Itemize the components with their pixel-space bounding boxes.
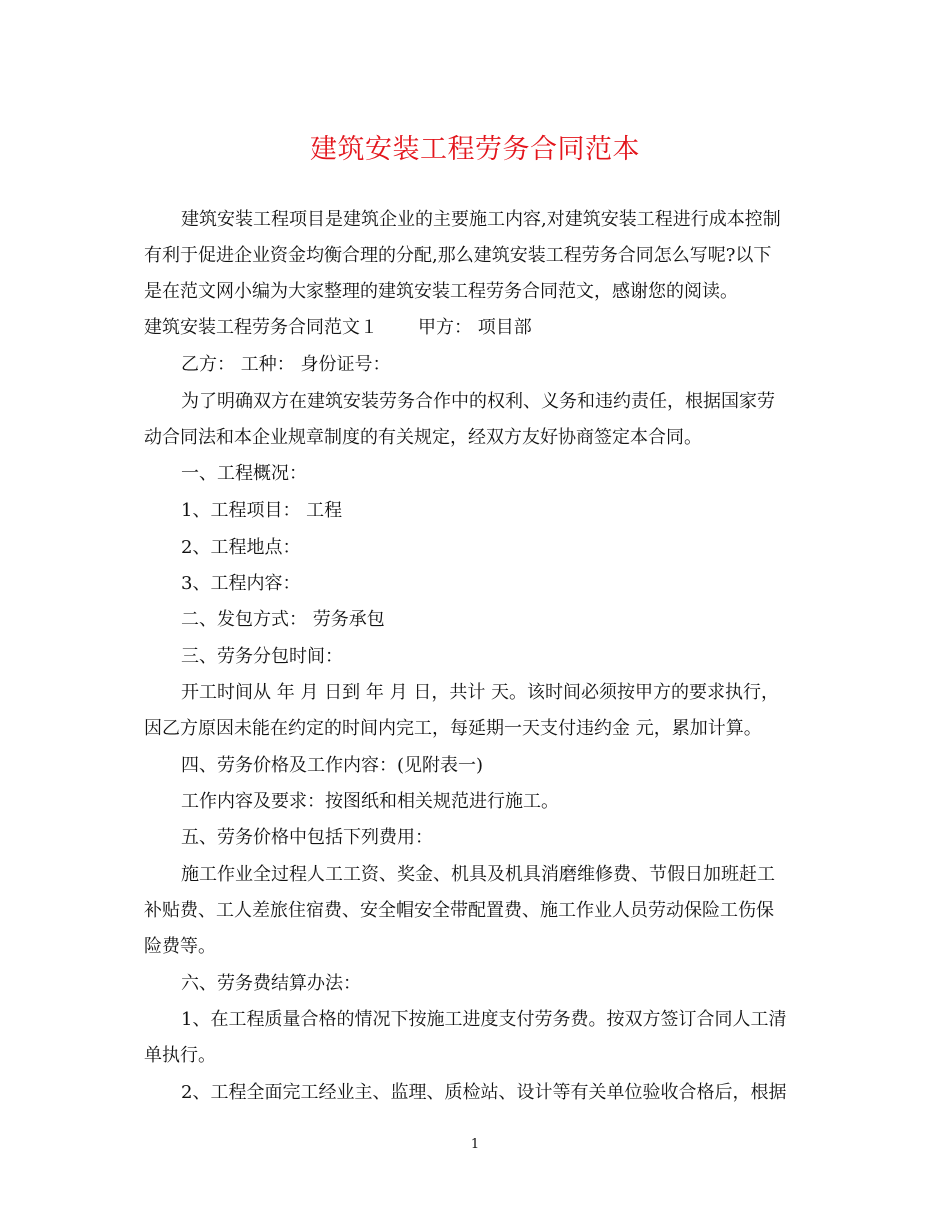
purpose-line-2: 动合同法和本企业规章制度的有关规定，经双方友好协商签定本合同。 [144,427,702,448]
intro-line-3: 是在范文网小编为大家整理的建筑安装工程劳务合同范文，感谢您的阅读。 [144,281,738,302]
time-line-2: 因乙方原因未能在约定的时间内完工，每延期一天支付违约金 元，累加计算。 [144,718,762,739]
party-b: 乙方： 工种： 身份证号： [181,354,391,375]
section-5-heading: 五、劳务价格中包括下列费用： [181,827,433,848]
document-title: 建筑安装工程劳务合同范本 [310,134,640,165]
intro-line-2: 有利于促进企业资金均衡合理的分配,那么建筑安装工程劳务合同怎么写呢?以下 [144,245,772,266]
settle-1-line-1: 1、在工程质量合格的情况下按施工进度支付劳务费。按双方签订合同人工清 [181,1009,787,1030]
intro-line-1: 建筑安装工程项目是建筑企业的主要施工内容,对建筑安装工程进行成本控制 [181,209,781,230]
purpose-line-1: 为了明确双方在建筑安装劳务合作中的权利、义务和违约责任，根据国家劳 [181,391,775,412]
party-a: 甲方： 项目部 [418,317,532,338]
sample-heading: 建筑安装工程劳务合同范文１ [144,317,378,338]
page-number: 1 [470,1137,480,1152]
sample-heading-row [144,316,532,340]
time-line-1: 开工时间从 年 月 日到 年 月 日，共计 天。该时间必须按甲方的要求执行， [181,682,780,703]
item-1-3: 3、工程内容： [181,573,301,594]
section-1-heading: 一、工程概况： [181,463,307,484]
section-2-heading: 二、发包方式： 劳务承包 [181,609,385,630]
settle-1-line-2: 单执行。 [144,1045,216,1066]
fee-line-2: 补贴费、工人差旅住宿费、安全帽安全带配置费、施工作业人员劳动保险工伤保 [144,900,774,921]
item-1-2: 2、工程地点： [181,537,301,558]
section-3-heading: 三、劳务分包时间： [181,646,343,667]
fee-line-3: 险费等。 [144,936,216,957]
section-4-heading: 四、劳务价格及工作内容：(见附表一) [181,755,484,776]
work-requirements: 工作内容及要求：按图纸和相关规范进行施工。 [181,791,559,812]
section-6-heading: 六、劳务费结算办法： [181,973,361,994]
fee-line-1: 施工作业全过程人工工资、奖金、机具及机具消磨维修费、节假日加班赶工 [181,864,775,885]
item-1-1: 1、工程项目： 工程 [181,500,343,521]
settle-2-line-1: 2、工程全面完工经业主、监理、质检站、设计等有关单位验收合格后，根据 [181,1082,787,1103]
